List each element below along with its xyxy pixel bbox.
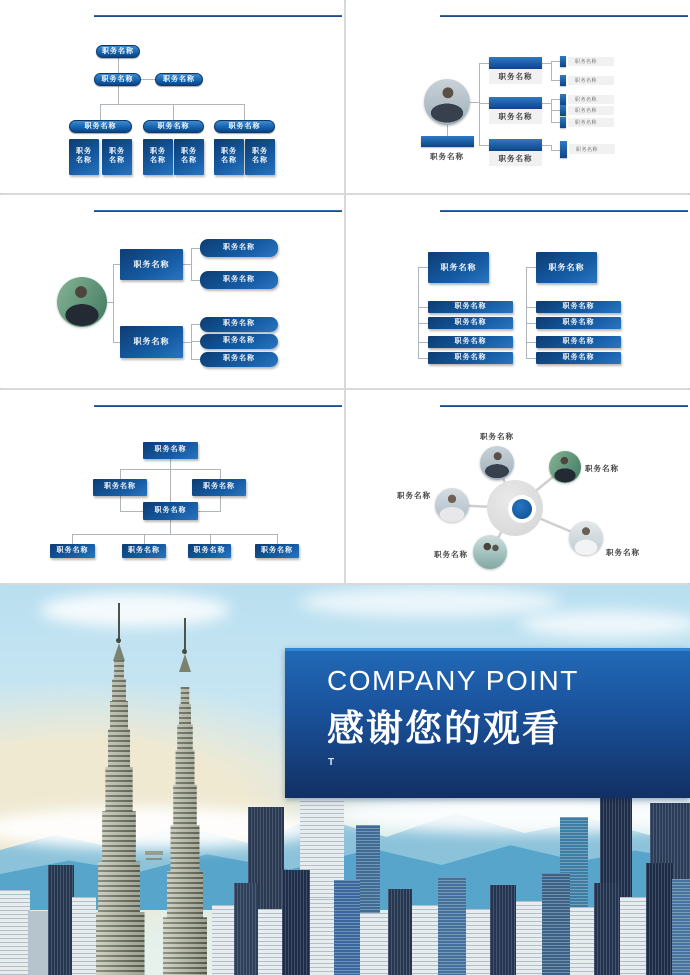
building — [672, 879, 690, 975]
org-node: 职务名称 — [428, 252, 489, 283]
slide-header-line — [94, 15, 342, 17]
spoke-label: 职务名称 — [434, 550, 468, 559]
building — [516, 901, 542, 975]
org-node: 职务名称 — [200, 334, 278, 349]
connector-line — [418, 342, 428, 343]
org-node: 职务名称 — [120, 249, 183, 280]
connector-line — [118, 86, 119, 104]
leaf-label: 职务名称 — [568, 95, 614, 104]
connector-line — [170, 459, 171, 502]
building — [646, 863, 674, 975]
tower-cone — [113, 643, 125, 661]
org-node-bar — [489, 139, 542, 151]
slide-header-line — [94, 405, 342, 407]
connector-line — [447, 125, 448, 136]
org-node-bar — [489, 97, 542, 109]
org-node: 职务名称 — [428, 301, 513, 313]
connector-line — [542, 63, 551, 64]
connector-line — [551, 61, 552, 81]
building — [570, 907, 594, 975]
building — [620, 897, 646, 975]
building — [466, 909, 490, 975]
cloud-shape — [40, 593, 230, 627]
leaf-label: 职务名称 — [569, 144, 615, 154]
building — [412, 905, 438, 975]
org-node: 职务名称 — [536, 336, 621, 348]
org-node-bar — [421, 136, 474, 147]
org-node: 职务名称 — [143, 442, 198, 459]
connector-line — [551, 99, 552, 123]
building — [282, 870, 310, 975]
connector-line — [191, 341, 200, 342]
slide-thumbnail-2[interactable] — [346, 0, 690, 193]
org-node: 职务名称 — [200, 317, 278, 332]
slide-thumbnail-5[interactable] — [0, 390, 344, 583]
person-photo — [435, 488, 469, 522]
connector-line — [141, 79, 155, 80]
connector-line — [526, 307, 536, 308]
building — [212, 905, 236, 975]
slide-thumbnail-4[interactable] — [346, 195, 690, 388]
connector-line — [170, 520, 171, 534]
leaf-label: 职务名称 — [568, 76, 614, 85]
leaf-bar — [560, 56, 566, 67]
spoke-label: 职务名称 — [397, 491, 431, 500]
person-photo — [424, 79, 470, 125]
connector-line — [183, 264, 191, 265]
org-node: 职务名称 — [188, 544, 231, 558]
connector-line — [551, 80, 560, 81]
connector-line — [551, 150, 560, 151]
org-node: 职务名称 — [428, 317, 513, 329]
person-photo — [569, 521, 603, 555]
hub-dot — [512, 499, 532, 519]
thank-you-title: 感谢您的观看 — [327, 708, 561, 749]
org-node: 职务 名称 — [102, 139, 132, 175]
connector-line — [191, 359, 200, 360]
connector-line — [72, 534, 73, 544]
connector-line — [470, 102, 479, 103]
connector-line — [220, 496, 221, 511]
org-node: 职务名称 — [214, 120, 275, 133]
connector-line — [479, 63, 489, 64]
connector-line — [551, 122, 560, 123]
connector-line — [72, 534, 277, 535]
connector-line — [526, 267, 527, 358]
org-node: 职务 名称 — [214, 139, 244, 175]
connector-line — [418, 267, 419, 358]
building — [542, 873, 570, 975]
connector-line — [418, 323, 428, 324]
connector-line — [526, 342, 536, 343]
leaf-bar — [560, 141, 567, 158]
skybridge — [145, 851, 163, 855]
spoke-label: 职务名称 — [480, 432, 514, 441]
building — [28, 911, 50, 975]
connector-line — [210, 534, 211, 544]
connector-line — [198, 511, 221, 512]
building — [360, 913, 388, 975]
connector-line — [220, 469, 221, 479]
org-node: 职务名称 — [536, 301, 621, 313]
org-node: 职务名称 — [200, 239, 278, 257]
slide-thank-you[interactable] — [0, 585, 690, 975]
leaf-bar — [560, 105, 566, 116]
org-node: 职务名称 — [428, 352, 513, 364]
spoke-label: 职务名称 — [606, 548, 640, 557]
slide-thumbnail-6[interactable] — [346, 390, 690, 583]
connector-line — [277, 534, 278, 544]
leaf-label: 职务名称 — [568, 106, 614, 115]
connector-line — [120, 469, 220, 470]
leaf-label: 职务名称 — [568, 57, 614, 66]
building — [310, 899, 334, 975]
org-node-label: 职务名称 — [489, 151, 542, 166]
connector-line — [120, 511, 143, 512]
org-node: 职务名称 — [192, 479, 246, 496]
org-node: 职务名称 — [155, 73, 203, 86]
leaf-bar — [560, 94, 566, 105]
connector-line — [418, 358, 428, 359]
connector-line — [191, 280, 200, 281]
connector-line — [479, 103, 489, 104]
connector-line — [479, 63, 480, 145]
building — [258, 909, 282, 975]
connector-line — [191, 248, 200, 249]
connector-line — [113, 264, 114, 342]
org-node: 职务名称 — [200, 352, 278, 367]
spoke-label: 职务名称 — [585, 464, 619, 473]
org-node: 职务名称 — [200, 271, 278, 289]
tower-cone — [179, 654, 191, 672]
connector-line — [542, 145, 551, 146]
connector-line — [191, 248, 192, 280]
building — [234, 883, 258, 975]
org-node: 职务 名称 — [174, 139, 204, 175]
org-node: 职务 名称 — [245, 139, 275, 175]
connector-line — [118, 58, 119, 73]
org-node: 职务名称 — [96, 45, 140, 58]
org-node: 职务名称 — [94, 73, 141, 86]
connector-line — [113, 264, 120, 265]
cloud-band — [330, 797, 690, 833]
connector-line — [120, 469, 121, 479]
org-node: 职务名称 — [50, 544, 95, 558]
slide-header-line — [94, 210, 342, 212]
slide-header-line — [440, 15, 688, 17]
org-node-label: 职务名称 — [489, 69, 542, 84]
connector-line — [120, 496, 121, 511]
thank-you-box — [285, 648, 690, 798]
slide-thumbnail-3[interactable] — [0, 195, 344, 388]
org-node: 职务名称 — [536, 317, 621, 329]
connector-line — [526, 323, 536, 324]
org-node: 职务 名称 — [143, 139, 173, 175]
org-node: 职务名称 — [143, 120, 204, 133]
connector-line — [551, 61, 560, 62]
connector-line — [418, 267, 428, 268]
person-photo — [549, 451, 581, 483]
connector-line — [244, 104, 245, 120]
org-node: 职务名称 — [255, 544, 299, 558]
cloud-shape — [300, 587, 560, 617]
slide-thumbnail-1[interactable] — [0, 0, 344, 193]
connector-line — [479, 145, 489, 146]
org-node: 职务名称 — [143, 502, 198, 520]
person-photo — [473, 535, 507, 569]
slide-header-line — [440, 210, 688, 212]
org-node: 职务名称 — [536, 352, 621, 364]
connector-line — [183, 342, 191, 343]
building — [490, 885, 516, 975]
org-node: 职务名称 — [93, 479, 147, 496]
building — [0, 890, 30, 975]
leaf-bar — [560, 75, 566, 86]
tower-spire — [118, 603, 120, 643]
org-node: 职务名称 — [536, 252, 597, 283]
connector-line — [418, 307, 428, 308]
org-node: 职务名称 — [122, 544, 166, 558]
building — [438, 877, 466, 975]
connector-line — [551, 99, 560, 100]
org-node: 职务名称 — [120, 326, 183, 358]
connector-line — [551, 110, 560, 111]
leaf-label: 职务名称 — [568, 118, 614, 127]
leaf-bar — [560, 117, 566, 128]
building — [334, 880, 360, 975]
subtitle-t: T — [328, 757, 335, 768]
connector-line — [173, 104, 174, 120]
building — [594, 883, 620, 975]
company-title: COMPANY POINT — [327, 665, 579, 696]
org-node-label: 职务名称 — [430, 152, 464, 161]
person-photo — [480, 446, 514, 480]
building — [72, 897, 96, 975]
connector-line — [144, 534, 145, 544]
connector-line — [526, 358, 536, 359]
building — [388, 889, 412, 975]
building — [48, 865, 74, 975]
connector-line — [191, 324, 200, 325]
connector-line — [542, 103, 551, 104]
org-node-label: 职务名称 — [489, 109, 542, 124]
connector-line — [100, 104, 101, 120]
org-node-bar — [489, 57, 542, 69]
connector-line — [526, 267, 536, 268]
org-node: 职务名称 — [69, 120, 132, 133]
org-node: 职务 名称 — [69, 139, 99, 175]
cloud-shape — [520, 611, 690, 637]
connector-line — [113, 342, 120, 343]
org-node: 职务名称 — [428, 336, 513, 348]
person-photo — [57, 277, 107, 327]
